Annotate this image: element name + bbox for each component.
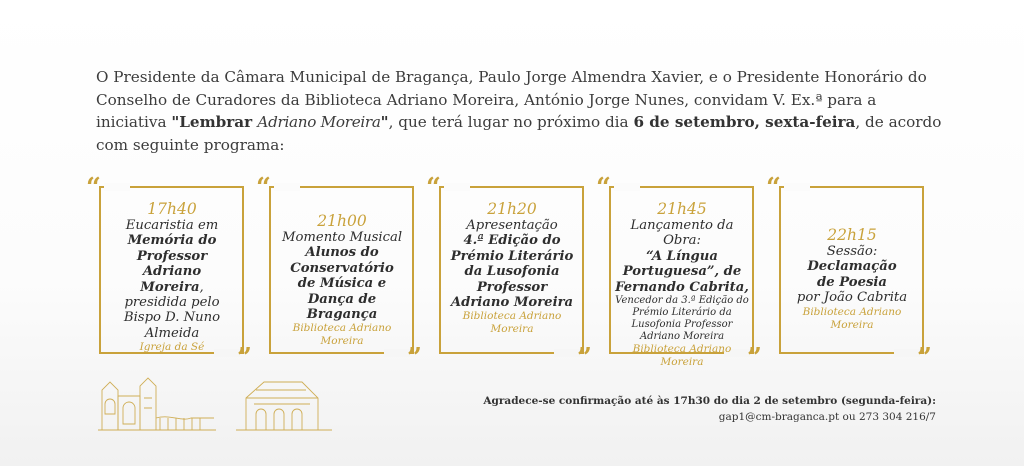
signature-text: Adriano Moreira — [257, 113, 381, 131]
event-place: Biblioteca Adriano Moreira — [292, 322, 392, 348]
open-quote-icon: “ — [596, 173, 611, 203]
footer — [483, 393, 936, 425]
event-highlight: Memória do Professor Adriano Moreira, — [127, 233, 217, 295]
event-place: Biblioteca Adriano Moreira — [632, 343, 732, 369]
event-date: 6 de setembro, sexta-feira — [633, 113, 856, 131]
open-quote-icon: “ — [256, 173, 271, 203]
event-place: Biblioteca Adriano Moreira — [462, 310, 562, 336]
program-card-1 — [86, 173, 252, 373]
event-line: por João Cabrita — [796, 290, 908, 306]
event-highlight: “A Língua Portuguesa”, de Fernando Cabrita, — [615, 248, 749, 295]
monument-sketch-icon — [96, 374, 336, 434]
event-time: 21h00 — [317, 212, 367, 230]
event-line: Eucaristia em — [125, 218, 219, 233]
event-line: Lançamento da Obra: — [630, 218, 734, 249]
program-card-4 — [596, 173, 762, 373]
intro-text: O Presidente da Câmara Municipal de Bragança, Paulo Jorge Almendra Xavier, e o Presidente Honorário do Conselho de Curadores da Biblioteca Adriano Moreira, António Jorge Nunes, convidam V. Ex.ª para a iniciativa — [96, 68, 927, 131]
event-time: 17h40 — [147, 200, 197, 218]
event-time: 21h45 — [657, 200, 707, 218]
close-quote-icon: ” — [747, 343, 762, 373]
rsvp-text: Agradece-se confirmação até às 17h30 do dia 2 de setembro (segunda-feira): — [483, 395, 936, 407]
open-quote-icon: “ — [766, 173, 781, 203]
close-quote-icon: ” — [407, 343, 422, 373]
event-highlight: 4.ª Edição do Prémio Literário da Lusofonia Professor Adriano Moreira — [450, 233, 574, 311]
close-quote-icon: ” — [237, 343, 252, 373]
event-line: presidida pelo Bispo D. Nuno Almeida — [123, 295, 221, 341]
intro-text-3: , de acordo com seguinte programa: — [96, 113, 942, 154]
invitation-text — [96, 66, 946, 156]
open-quote-icon: “ — [86, 173, 101, 203]
close-quote-icon: ” — [577, 343, 592, 373]
event-highlight: Declamação de Poesia — [807, 259, 897, 290]
program-card-2 — [256, 173, 422, 373]
contact-info: gap1@cm-braganca.pt ou 273 304 216/7 — [718, 411, 936, 423]
event-line: Momento Musical — [281, 230, 403, 245]
event-time: 21h20 — [487, 200, 537, 218]
open-quote-icon: “ — [426, 173, 441, 203]
intro-text-2: , que terá lugar no próximo dia — [388, 113, 634, 131]
event-time: 22h15 — [827, 226, 877, 244]
event-title-close: " — [380, 113, 389, 131]
event-title: "Lembrar — [171, 113, 258, 131]
program-card-5 — [766, 173, 932, 373]
event-line: Apresentação — [466, 218, 558, 233]
event-line: Sessão: — [826, 244, 878, 259]
event-place: Biblioteca Adriano Moreira — [802, 305, 902, 331]
program-card-3 — [426, 173, 592, 373]
close-quote-icon: ” — [917, 343, 932, 373]
event-highlight: Alunos do Conservatório de Música e Dança de Bragança — [290, 245, 394, 323]
event-note: Vencedor da 3.ª Edição do Prémio Literário da Lusofonia Professor Adriano Moreira — [615, 295, 749, 343]
event-place: Igreja da Sé — [139, 341, 205, 354]
